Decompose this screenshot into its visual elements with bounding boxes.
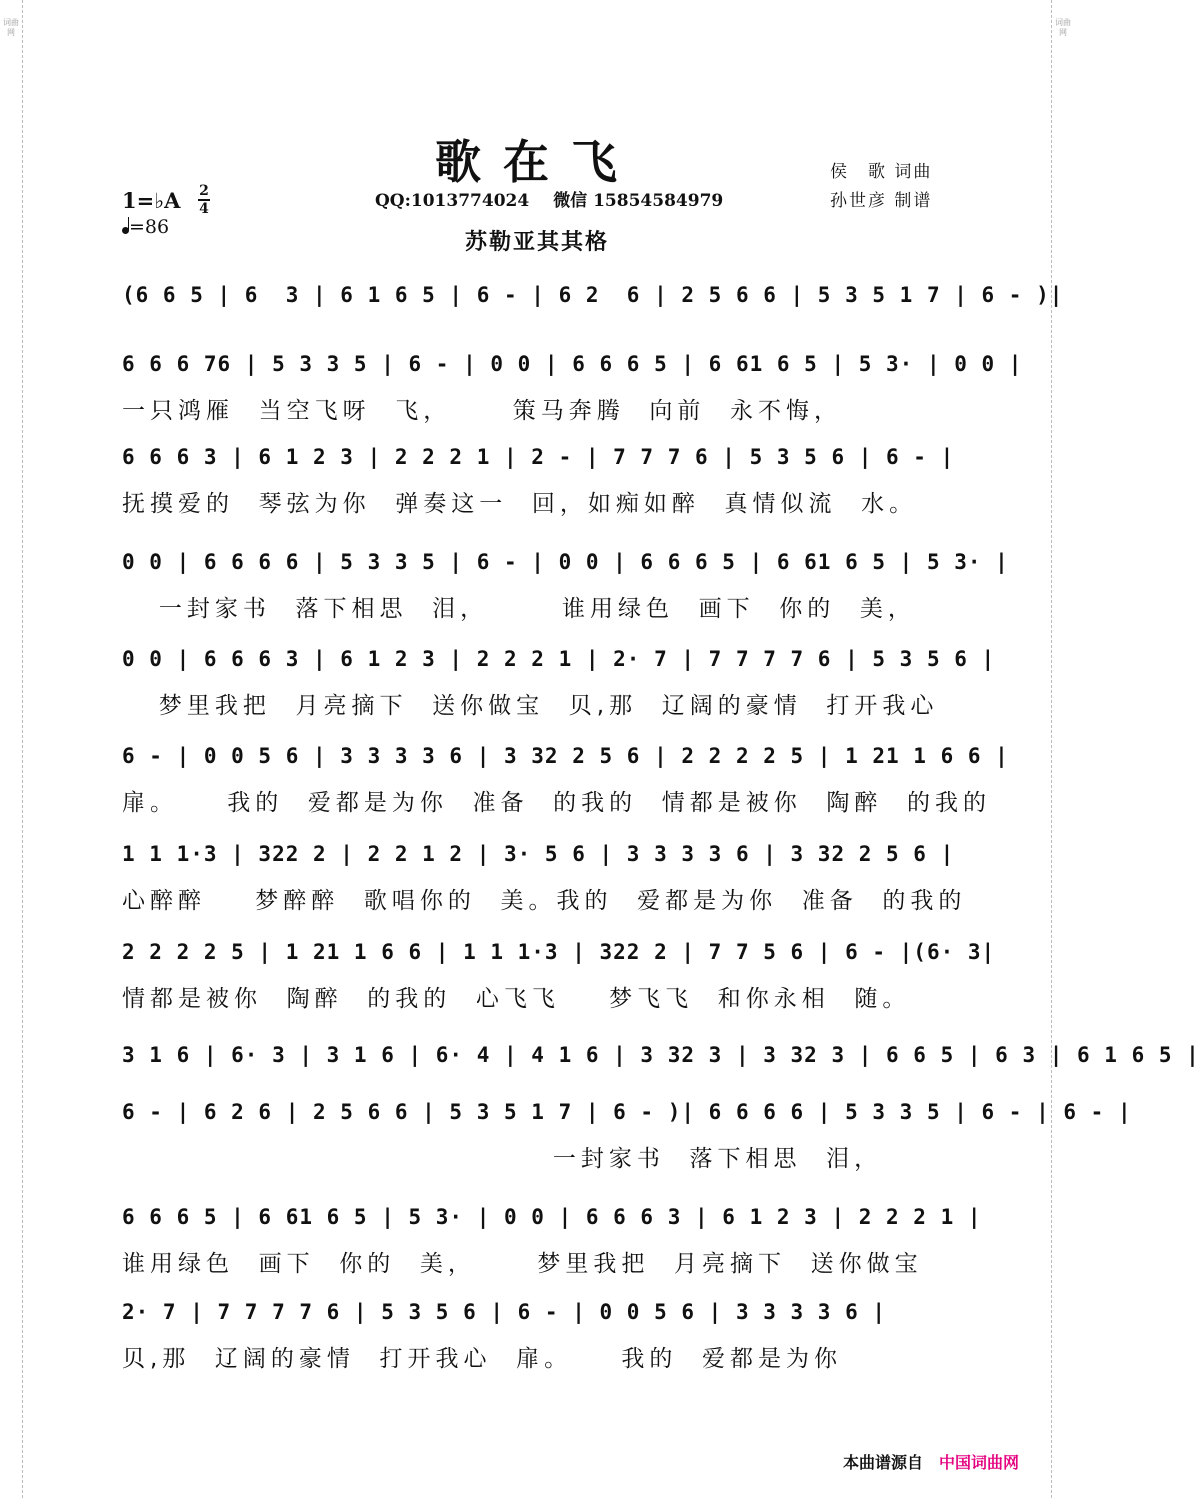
notation-line: 1 1 1·3 | 322 2 | 2 2 1 2 | 3· 5 6 | 3 3 3 3 6 | 3 32 2 5 6 | [122,842,955,866]
time-signature [198,184,210,216]
lyric-line: 心醉醉 梦醉醉 歌唱你的 美。我的 爱都是为你 准备 的我的 [122,888,967,914]
score-row [0,550,1074,622]
notation-line: (6 6 5 | 6 3 | 6 1 6 5 | 6 - | 6 2 6 | 2 5 6 6 | 5 3 5 1 7 | 6 - )| [122,283,1064,307]
composer-credit: 侯 歌 词曲 [830,162,933,182]
score-row [0,842,1074,914]
meter-top: 2 [199,183,209,199]
score-row [0,1100,1132,1172]
edge-mark: 词曲网 [1055,18,1071,37]
lyric-line: 贝,那 辽阔的豪情 打开我心 扉。 我的 爱都是为你 [122,1346,843,1372]
lyric-line: 一封家书 落下相思 泪， 谁用绿色 画下 你的 美， [122,596,916,622]
song-title: 歌在飞 [435,135,639,189]
score-row [0,1043,1200,1103]
notation-line: 6 - | 6 2 6 | 2 5 6 6 | 5 3 5 1 7 | 6 - )| 6 6 6 6 | 5 3 3 5 | 6 - | 6 - | [122,1100,1132,1124]
score-row [0,744,1074,816]
notation-line: 3 1 6 | 6· 3 | 3 1 6 | 6· 4 | 4 1 6 | 3 32 3 | 3 32 3 | 6 6 5 | 6 3 | 6 1 6 5 | [122,1043,1200,1067]
performer-style: 苏勒亚其其格 [464,229,609,255]
source-site-link[interactable]: 中国词曲网 [939,1453,1020,1472]
lyric-line: 情都是被你 陶醉 的我的 心飞飞 梦飞飞 和你永相 随。 [122,986,911,1012]
score-row [0,1205,1074,1277]
tempo-value: =86 [129,216,170,238]
score-row [0,647,1074,719]
lyric-line: 抚摸爱的 琴弦为你 弹奏这一 回，如痴如醉 真情似流 水。 [122,491,918,517]
notation-line: 6 6 6 5 | 6 61 6 5 | 5 3· | 0 0 | 6 6 6 3 | 6 1 2 3 | 2 2 2 1 | [122,1205,982,1229]
qq-number: QQ:1013774024 [375,191,530,211]
source-label: 本曲谱源自 [843,1453,924,1472]
lyric-line: 谁用绿色 画下 你的 美， 梦里我把 月亮摘下 送你做宝 [122,1251,923,1277]
notation-line: 6 6 6 76 | 5 3 3 5 | 6 - | 0 0 | 6 6 6 5 | 6 61 6 5 | 5 3· | 0 0 | [122,352,1023,376]
notation-line: 6 - | 0 0 5 6 | 3 3 3 3 6 | 3 32 2 5 6 | 2 2 2 2 5 | 1 21 1 6 6 | [122,744,1009,768]
lyric-line: 一只鸿雁 当空飞呀 飞， 策马奔腾 向前 永不悔， [122,398,843,424]
score-row [0,352,1074,424]
score-row [0,1300,1074,1372]
notation-line: 2 2 2 2 5 | 1 21 1 6 6 | 1 1 1·3 | 322 2 | 7 7 5 6 | 6 - |(6· 3| [122,940,996,964]
wechat-number: 微信 15854584979 [553,191,724,211]
quarter-note-icon [122,227,129,234]
transcriber-credit: 孙世彦 制谱 [830,191,933,211]
score-row [0,940,1074,1012]
edge-mark: 词曲网 [3,18,19,37]
score-row [0,445,1074,517]
lyric-line: 梦里我把 月亮摘下 送你做宝 贝,那 辽阔的豪情 打开我心 [122,693,939,719]
meter-bottom: 4 [199,201,209,217]
score-row [0,283,1074,343]
lyric-line: 扉。 我的 爱都是为你 准备 的我的 情都是被你 陶醉 的我的 [122,790,991,816]
notation-line: 6 6 6 3 | 6 1 2 3 | 2 2 2 1 | 2 - | 7 7 7 6 | 5 3 5 6 | 6 - | [122,445,955,469]
footer-source [843,1450,1019,1473]
credits [830,158,932,216]
notation-line: 0 0 | 6 6 6 6 | 5 3 3 5 | 6 - | 0 0 | 6 6 6 5 | 6 61 6 5 | 5 3· | [122,550,1009,574]
notation-line: 2· 7 | 7 7 7 7 6 | 5 3 5 6 | 6 - | 0 0 5 6 | 3 3 3 3 6 | [122,1300,887,1324]
tempo-marking [122,216,169,238]
lyric-line: 一封家书 落下相思 泪， [122,1146,883,1172]
key-signature: 1=♭A [122,188,181,213]
notation-line: 0 0 | 6 6 6 3 | 6 1 2 3 | 2 2 2 1 | 2· 7 | 7 7 7 7 6 | 5 3 5 6 | [122,647,996,671]
contact-line [375,186,723,211]
